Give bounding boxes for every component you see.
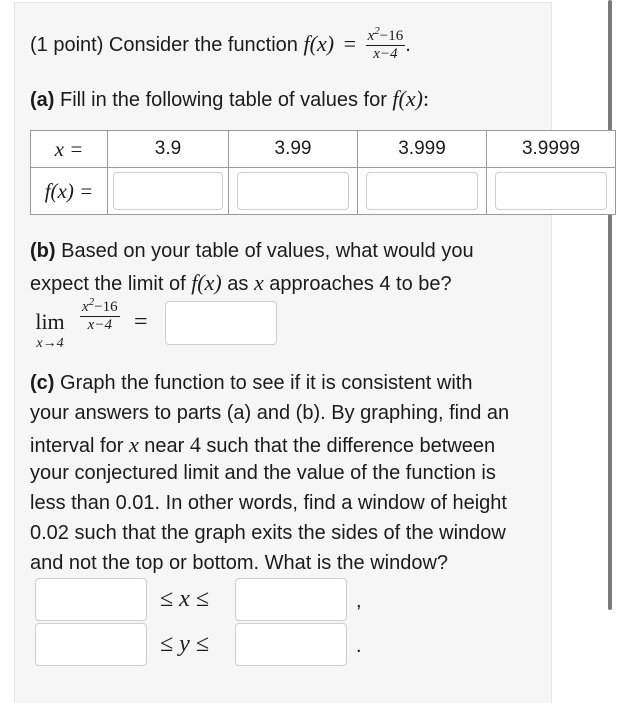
intro-num-x: x: [367, 28, 375, 44]
fx-cell: [358, 168, 487, 215]
part-c-label: (c): [30, 372, 55, 394]
part-c-x: x: [128, 432, 139, 457]
scrollbar[interactable]: [608, 0, 612, 610]
x-value-cell: 3.9999: [487, 131, 616, 168]
part-c-four: 4: [189, 432, 201, 457]
y-inequality: ≤ y ≤: [160, 631, 209, 657]
y-upper-input[interactable]: [235, 623, 347, 666]
fx-cell: [229, 168, 358, 215]
intro-num-rest: −16: [379, 28, 404, 44]
x-value-cell: 3.99: [229, 131, 358, 168]
part-c-line6: 0.02 such that the graph exits the sides of the window: [30, 522, 506, 544]
fx-cell: [487, 168, 616, 215]
x-header: [31, 131, 108, 168]
table-row-x: [31, 131, 616, 168]
part-c-line3-mid: near: [144, 435, 185, 457]
part-a-text: Fill in the following table of values for: [60, 89, 387, 111]
y-period: .: [356, 635, 362, 657]
x-value-cell: 3.999: [358, 131, 487, 168]
lim-num-x: x: [82, 299, 89, 315]
lim-word: lim: [35, 309, 65, 334]
lim-num-exp: 2: [88, 296, 95, 308]
x-comma: ,: [356, 590, 362, 612]
values-table: [30, 130, 616, 215]
x-lower-input[interactable]: [35, 578, 147, 621]
part-a-prompt: [30, 86, 429, 112]
table-row-fx: [31, 168, 616, 215]
limit-operator: [30, 310, 70, 352]
x-value-cell: 3.9: [108, 131, 229, 168]
part-c-line3: [30, 432, 495, 458]
lim-equals: =: [134, 309, 148, 335]
part-c-line1-text: Graph the function to see if it is consistent with: [60, 372, 473, 394]
intro-fraction: [366, 25, 406, 63]
part-a-fx: f(x): [392, 86, 423, 111]
part-c-line5: less than 0.01. In other words, find a window of height: [30, 492, 507, 514]
part-b-label: (b): [30, 240, 56, 262]
intro-num-exp: 2: [374, 25, 380, 37]
x-header-text: x =: [54, 136, 84, 161]
part-b-line2-pre: expect the limit of: [30, 273, 186, 295]
fx-header: [31, 168, 108, 215]
part-c-line7: and not the top or bottom. What is the window?: [30, 552, 449, 574]
part-b-line1: [30, 240, 474, 263]
fx-input-3.99[interactable]: [237, 172, 349, 210]
limit-answer-input[interactable]: [165, 301, 277, 345]
intro-period: .: [405, 33, 411, 56]
lim-num-rest: −16: [94, 299, 118, 315]
part-c-line1: [30, 372, 472, 395]
x-inequality: ≤ x ≤: [160, 586, 209, 612]
fx-input-3.9[interactable]: [113, 172, 223, 210]
intro-den: x−4: [366, 45, 406, 63]
part-b-line2: [30, 270, 452, 296]
y-lower-input[interactable]: [35, 623, 147, 666]
part-a-label: (a): [30, 89, 55, 111]
part-c-line3-pre: interval for: [30, 435, 124, 457]
part-b-x: x: [253, 270, 264, 295]
part-b-line2-post: approaches 4 to be?: [269, 273, 452, 295]
part-b-fx: f(x): [191, 270, 222, 295]
intro-points-text: (1 point) Consider the function: [30, 33, 298, 56]
lim-den: x−4: [80, 316, 120, 334]
part-b-line2-mid: as: [227, 273, 249, 295]
lim-subscript: x→4: [36, 336, 64, 351]
fx-input-3.9999[interactable]: [495, 172, 607, 210]
part-a-colon: :: [422, 86, 430, 111]
limit-fraction: [80, 296, 120, 334]
intro-line: [30, 25, 411, 63]
intro-fx: f(x): [303, 30, 335, 56]
part-c-line2: your answers to parts (a) and (b). By graphing, find an: [30, 402, 510, 424]
fx-cell: [108, 168, 229, 215]
part-c-line4: your conjectured limit and the value of the function is: [30, 462, 496, 484]
part-b-line1-text: Based on your table of values, what would you: [61, 240, 474, 262]
part-c-line3-post: such that the difference between: [206, 435, 496, 457]
fx-input-3.999[interactable]: [366, 172, 478, 210]
intro-equals: =: [343, 30, 357, 56]
fx-header-text: f(x) =: [44, 178, 94, 203]
x-upper-input[interactable]: [235, 578, 347, 621]
